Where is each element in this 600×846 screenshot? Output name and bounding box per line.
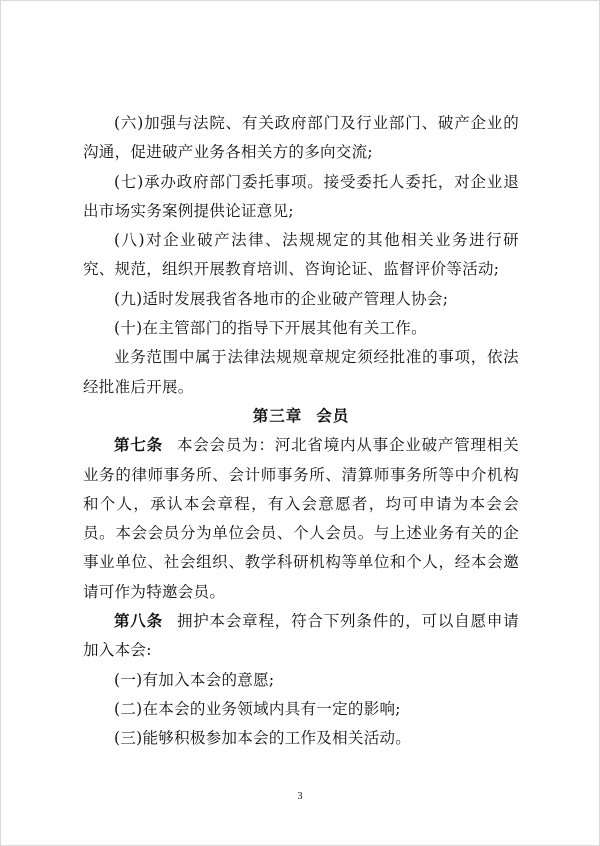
paragraph-item-7: (七)承办政府部门委托事项。接受委托人委托，对企业退出市场实务案例提供论证意见; — [83, 172, 519, 220]
paragraph-item-8: (八)对企业破产法律、法规规定的其他相关业务进行研究、规范，组织开展教育培训、咨询论证、监督评价等活动; — [83, 231, 519, 279]
article-7-text: 本会会员为：河北省境内从事企业破产管理相关业务的律师事务所、会计师事务所、清算师事务所等中介机构和个人，承认本会章程，有入会意愿者，均可申请为本会会员。本会会员分为单位会员、个人会员。与上述业务有关的企事业单位、社会组织、教学科研机构等单位和个人，经本会邀请可作为特邀会员。 — [83, 436, 519, 601]
paragraph-item-10: (十)在主管部门的指导下开展其他有关工作。 — [114, 319, 427, 338]
article-8-item-1: (一)有加入本会的意愿; — [114, 670, 275, 689]
article-7 — [83, 431, 519, 607]
page-number: 3 — [297, 791, 303, 802]
chapter-title: 会员 — [316, 406, 350, 425]
chapter-heading — [83, 402, 519, 431]
paragraph-approval-note: 业务范围中属于法律法规规章规定须经批准的事项，依法经批准后开展。 — [83, 348, 519, 396]
chapter-number: 第三章 — [252, 406, 303, 425]
article-8-item-2: (二)在本会的业务领域内具有一定的影响; — [114, 699, 401, 718]
article-8 — [83, 607, 519, 666]
article-8-item-3: (三)能够积极参加本会的工作及相关活动。 — [114, 729, 412, 748]
article-8-text: 拥护本会章程，符合下列条件的，可以自愿申请加入本会: — [83, 612, 519, 660]
article-8-label: 第八条 — [114, 612, 163, 631]
paragraph-item-9: (九)适时发展我省各地市的企业破产管理人协会; — [114, 289, 449, 308]
paragraph-item-6: (六)加强与法院、有关政府部门及行业部门、破产企业的沟通，促进破产业务各相关方的多向交流; — [83, 114, 519, 162]
article-7-label: 第七条 — [114, 436, 163, 455]
document-body — [83, 109, 519, 754]
